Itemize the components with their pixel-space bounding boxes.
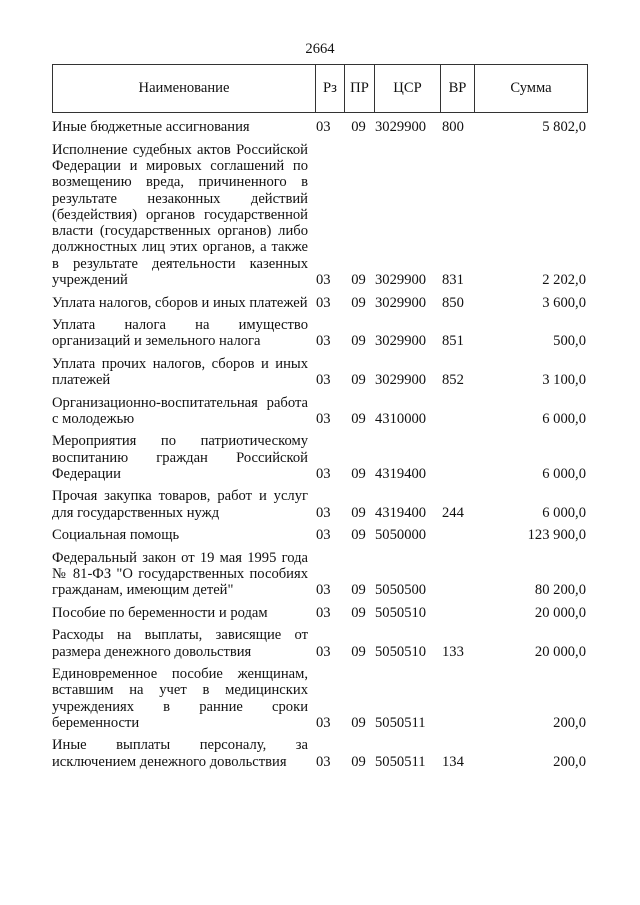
cell-name: Уплата налога на имущество организаций и земельного налога <box>52 317 308 350</box>
table-header <box>52 64 588 113</box>
cell-sum: 123 900,0 <box>527 527 586 544</box>
cell-csr: 5050000 <box>375 527 427 544</box>
header-csr: ЦСР <box>375 65 441 112</box>
cell-vr: 831 <box>442 272 464 289</box>
cell-pr: 09 <box>351 119 366 136</box>
cell-vr: 850 <box>442 294 464 311</box>
cell-rz: 03 <box>316 372 331 389</box>
cell-csr: 4310000 <box>375 410 427 427</box>
cell-rz: 03 <box>316 714 331 731</box>
table-row <box>52 395 588 428</box>
cell-csr: 5050510 <box>375 643 427 660</box>
header-pr: ПР <box>345 65 375 112</box>
cell-sum: 6 000,0 <box>542 465 586 482</box>
cell-sum: 500,0 <box>553 333 586 350</box>
table-row <box>52 356 588 389</box>
cell-csr: 4319400 <box>375 504 427 521</box>
cell-rz: 03 <box>316 410 331 427</box>
cell-name: Уплата прочих налогов, сборов и иных платежей <box>52 355 308 389</box>
cell-csr: 5050500 <box>375 582 427 599</box>
cell-sum: 80 200,0 <box>534 582 586 599</box>
cell-rz: 03 <box>316 753 331 770</box>
cell-name: Организационно-воспитательная работа с молодежью <box>52 394 308 427</box>
cell-rz: 03 <box>316 333 331 350</box>
header-vr: ВР <box>441 65 475 112</box>
table-row <box>52 119 588 135</box>
table-row <box>52 433 588 482</box>
cell-rz: 03 <box>316 582 331 599</box>
cell-name: Единовременное пособие женщинам, вставшим на учет в медицинских учреждениях в ранние сроки беременности <box>52 666 308 731</box>
cell-name: Пособие по беременности и родам <box>52 604 268 621</box>
cell-rz: 03 <box>316 294 331 311</box>
table-row <box>52 527 588 543</box>
table-row <box>52 737 588 770</box>
table-row <box>52 666 588 731</box>
cell-sum: 20 000,0 <box>534 643 586 660</box>
cell-name: Исполнение судебных актов Российской Федерации и мировых соглашений по возмещению вреда, причиненного в результате незаконных действий (бездействия) органов государственной власти (государственных органов) либо должностных лиц этих органов, а также в результате деятельности казенных учреждений <box>52 141 308 289</box>
cell-name: Мероприятия по патриотическому воспитанию граждан Российской Федерации <box>52 433 308 482</box>
cell-sum: 200,0 <box>553 714 586 731</box>
header-rz: Рз <box>316 65 345 112</box>
cell-rz: 03 <box>316 119 331 136</box>
cell-csr: 5050511 <box>375 753 426 770</box>
cell-csr: 3029900 <box>375 119 427 136</box>
cell-pr: 09 <box>351 527 366 544</box>
cell-vr: 852 <box>442 372 464 389</box>
cell-pr: 09 <box>351 333 366 350</box>
cell-pr: 09 <box>351 294 366 311</box>
cell-pr: 09 <box>351 272 366 289</box>
cell-rz: 03 <box>316 465 331 482</box>
cell-sum: 6 000,0 <box>542 410 586 427</box>
cell-name: Иные выплаты персоналу, за исключением денежного довольствия <box>52 737 308 770</box>
cell-csr: 3029900 <box>375 333 427 350</box>
cell-name: Расходы на выплаты, зависящие от размера денежного довольствия <box>52 627 308 660</box>
cell-sum: 5 802,0 <box>542 119 586 136</box>
cell-pr: 09 <box>351 643 366 660</box>
budget-table <box>52 64 588 770</box>
cell-sum: 3 100,0 <box>542 372 586 389</box>
cell-rz: 03 <box>316 604 331 621</box>
cell-rz: 03 <box>316 504 331 521</box>
cell-vr: 133 <box>442 643 464 660</box>
cell-vr: 134 <box>442 753 464 770</box>
cell-sum: 6 000,0 <box>542 504 586 521</box>
header-sum: Сумма <box>510 80 552 96</box>
cell-name: Прочая закупка товаров, работ и услуг для государственных нужд <box>52 488 308 521</box>
table-row <box>52 627 588 660</box>
cell-pr: 09 <box>351 604 366 621</box>
cell-rz: 03 <box>316 527 331 544</box>
cell-pr: 09 <box>351 372 366 389</box>
header-name: Наименование <box>53 65 316 112</box>
cell-vr: 244 <box>442 504 464 521</box>
table-row <box>52 605 588 621</box>
cell-csr: 5050510 <box>375 604 427 621</box>
cell-sum: 20 000,0 <box>534 604 586 621</box>
cell-vr: 800 <box>442 119 464 136</box>
cell-sum: 3 600,0 <box>542 294 586 311</box>
cell-rz: 03 <box>316 272 331 289</box>
cell-csr: 3029900 <box>375 272 427 289</box>
cell-sum: 200,0 <box>553 753 586 770</box>
table-row <box>52 295 588 311</box>
cell-csr: 4319400 <box>375 465 427 482</box>
cell-name: Социальная помощь <box>52 527 180 544</box>
cell-csr: 5050511 <box>375 714 426 731</box>
cell-name: Уплата налогов, сборов и иных платежей <box>52 294 308 311</box>
cell-pr: 09 <box>351 753 366 770</box>
cell-csr: 3029900 <box>375 372 427 389</box>
cell-vr: 851 <box>442 333 464 350</box>
cell-name: Иные бюджетные ассигнования <box>52 119 250 136</box>
cell-pr: 09 <box>351 582 366 599</box>
table-body <box>52 119 588 770</box>
cell-rz: 03 <box>316 643 331 660</box>
table-row <box>52 317 588 350</box>
table-row <box>52 488 588 521</box>
cell-sum: 2 202,0 <box>542 272 586 289</box>
cell-csr: 3029900 <box>375 294 427 311</box>
page-number: 2664 <box>305 41 335 57</box>
cell-pr: 09 <box>351 504 366 521</box>
cell-pr: 09 <box>351 410 366 427</box>
cell-pr: 09 <box>351 465 366 482</box>
cell-name: Федеральный закон от 19 мая 1995 года № 81-ФЗ "О государственных пособиях гражданам, имеющим детей" <box>52 549 308 599</box>
table-row <box>52 142 588 289</box>
cell-pr: 09 <box>351 714 366 731</box>
table-row <box>52 550 588 599</box>
